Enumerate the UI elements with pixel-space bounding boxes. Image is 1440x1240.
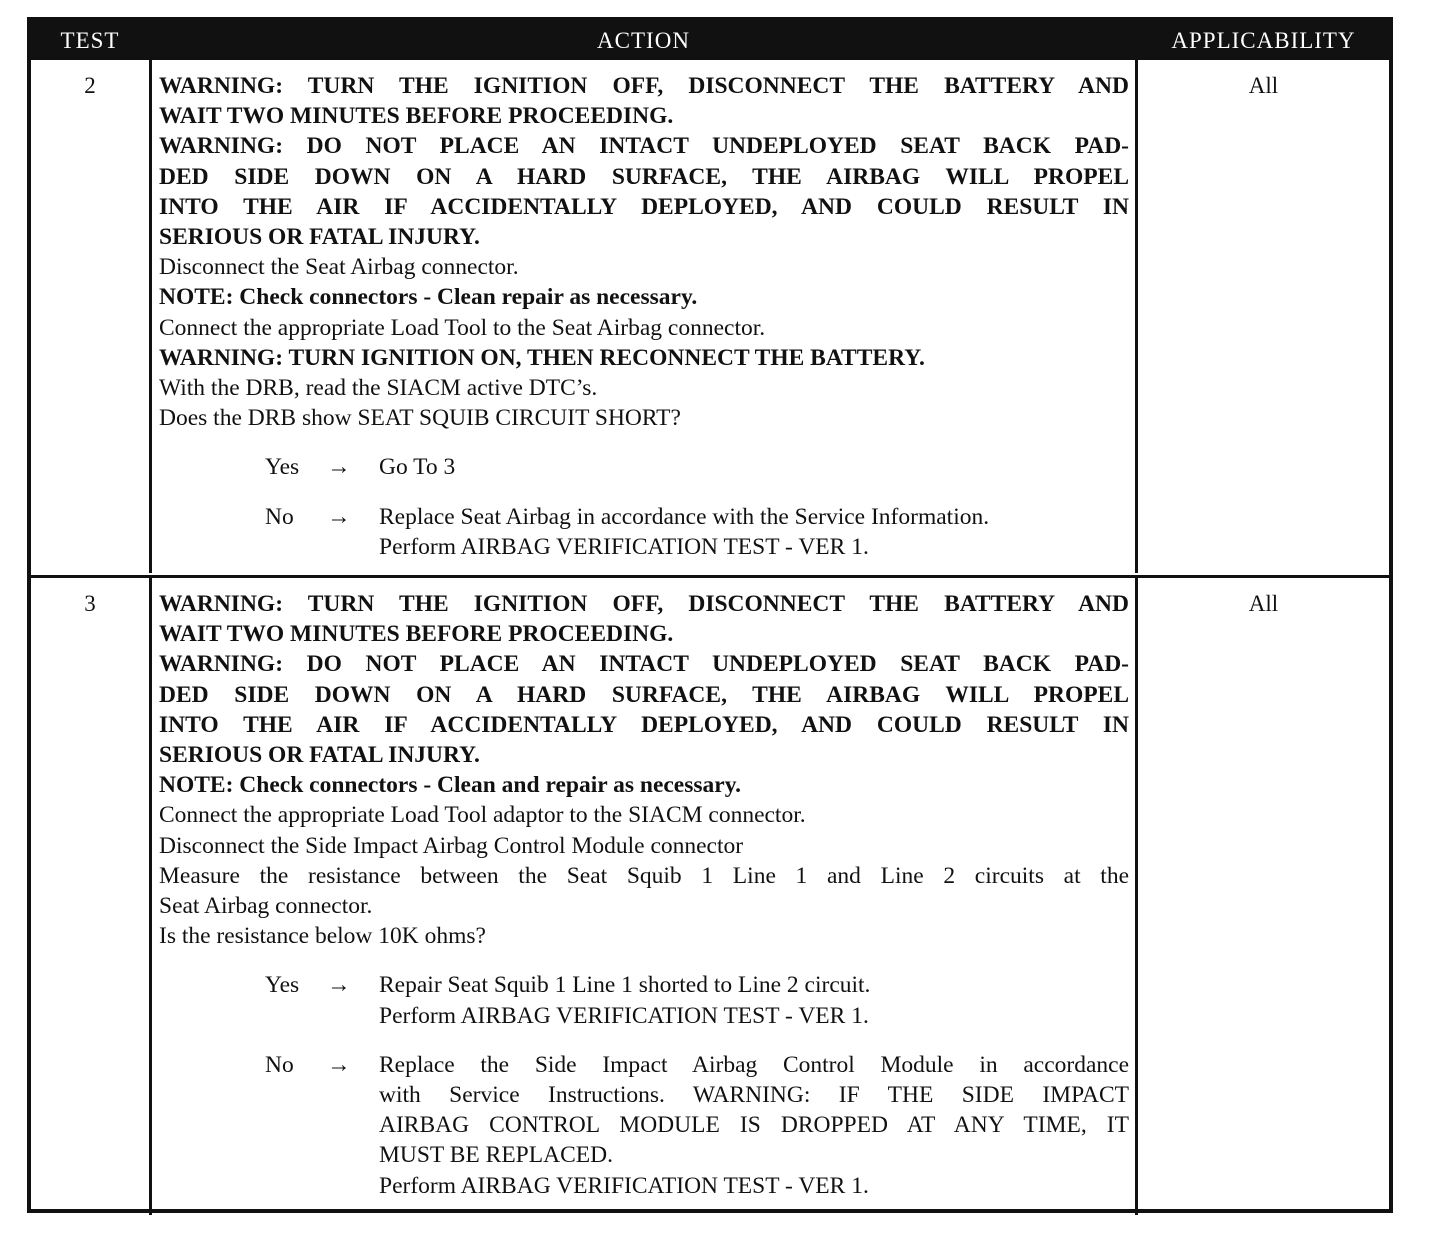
diagnostic-table xyxy=(27,17,1393,1213)
applicability-value: All xyxy=(1248,73,1279,98)
action-results xyxy=(159,970,1129,1200)
action-step-line: Measure the resistance between the Seat Squib 1 Line 1 and Line 2 circuits at the xyxy=(159,862,1129,889)
result-no xyxy=(159,502,1129,562)
arrow-right-icon: → xyxy=(327,1051,351,1078)
header-test: TEST xyxy=(60,28,120,53)
action-step-line: WARNING: TURN THE IGNITION OFF, DISCONNECT THE BATTERY AND xyxy=(159,591,1129,617)
action-step-line: Is the resistance below 10K ohms? xyxy=(159,923,486,950)
result-text-line: Replace Seat Airbag in accordance with the Service Information. xyxy=(379,503,990,530)
applicability-value: All xyxy=(1248,591,1279,616)
result-no xyxy=(159,1050,1129,1201)
action-step-line: INTO THE AIR IF ACCIDENTALLY DEPLOYED, AND COULD RESULT IN xyxy=(159,711,1129,738)
table-row xyxy=(31,575,1389,1215)
action-step-line: DED SIDE DOWN ON A HARD SURFACE, THE AIRBAG WILL PROPEL xyxy=(159,163,1129,190)
action-steps xyxy=(159,71,1129,433)
result-text-line: Perform AIRBAG VERIFICATION TEST - VER 1. xyxy=(379,1002,869,1029)
result-label: No xyxy=(265,503,294,530)
result-text-line: with Service Instructions. WARNING: IF THE SIDE IMPACT xyxy=(379,1082,1129,1109)
header-action: ACTION xyxy=(597,28,690,53)
result-text-line: Go To 3 xyxy=(379,454,456,481)
result-text-line: AIRBAG CONTROL MODULE IS DROPPED AT ANY TIME, IT xyxy=(379,1112,1129,1139)
result-label: Yes xyxy=(265,454,300,481)
table-header xyxy=(31,20,1389,60)
result-label: No xyxy=(265,1051,294,1078)
action-step-line: Disconnect the Seat Airbag connector. xyxy=(159,254,519,281)
action-step-line: Seat Airbag connector. xyxy=(159,893,373,920)
arrow-right-icon: → xyxy=(327,503,351,530)
action-step-line: NOTE: Check connectors - Clean repair as necessary. xyxy=(159,284,698,311)
result-text-line: Replace the Side Impact Airbag Control Module in accordance xyxy=(379,1051,1129,1078)
action-step-line: NOTE: Check connectors - Clean and repair as necessary. xyxy=(159,772,742,799)
result-label: Yes xyxy=(265,972,300,999)
action-step-line: WAIT TWO MINUTES BEFORE PROCEEDING. xyxy=(159,103,674,130)
table-row xyxy=(31,60,1389,573)
action-step-line: With the DRB, read the SIACM active DTC’s. xyxy=(159,375,598,402)
action-step-line: INTO THE AIR IF ACCIDENTALLY DEPLOYED, AND COULD RESULT IN xyxy=(159,193,1129,220)
action-step-line: Connect the appropriate Load Tool adaptor to the SIACM connector. xyxy=(159,802,806,829)
action-cell xyxy=(149,578,1138,1215)
result-text-line: MUST BE REPLACED. xyxy=(379,1142,613,1169)
action-steps xyxy=(159,589,1129,951)
action-step-line: DED SIDE DOWN ON A HARD SURFACE, THE AIRBAG WILL PROPEL xyxy=(159,681,1129,708)
arrow-right-icon: → xyxy=(327,454,351,481)
action-step-line: WARNING: DO NOT PLACE AN INTACT UNDEPLOYED SEAT BACK PAD- xyxy=(159,651,1129,678)
action-step-line: Does the DRB show SEAT SQUIB CIRCUIT SHORT? xyxy=(159,405,681,432)
action-step-line: WARNING: TURN IGNITION ON, THEN RECONNECT THE BATTERY. xyxy=(159,344,925,371)
test-number: 2 xyxy=(84,73,96,98)
action-step-line: WARNING: TURN THE IGNITION OFF, DISCONNECT THE BATTERY AND xyxy=(159,73,1129,99)
result-yes xyxy=(159,970,1129,1030)
action-results xyxy=(159,452,1129,562)
result-text-line: Perform AIRBAG VERIFICATION TEST - VER 1. xyxy=(379,1172,869,1199)
action-step-line: SERIOUS OR FATAL INJURY. xyxy=(159,742,480,769)
header-applicability: APPLICABILITY xyxy=(1171,28,1356,53)
action-step-line: WARNING: DO NOT PLACE AN INTACT UNDEPLOYED SEAT BACK PAD- xyxy=(159,133,1129,160)
result-yes xyxy=(159,452,1129,482)
result-text-line: Repair Seat Squib 1 Line 1 shorted to Line 2 circuit. xyxy=(379,972,871,999)
arrow-right-icon: → xyxy=(327,972,351,999)
test-number: 3 xyxy=(84,591,96,616)
action-cell xyxy=(149,60,1138,573)
action-step-line: Connect the appropriate Load Tool to the Seat Airbag connector. xyxy=(159,314,766,341)
result-text-line: Perform AIRBAG VERIFICATION TEST - VER 1. xyxy=(379,533,869,560)
action-step-line: Disconnect the Side Impact Airbag Control Module connector xyxy=(159,832,744,859)
action-step-line: SERIOUS OR FATAL INJURY. xyxy=(159,224,480,251)
action-step-line: WAIT TWO MINUTES BEFORE PROCEEDING. xyxy=(159,621,674,648)
